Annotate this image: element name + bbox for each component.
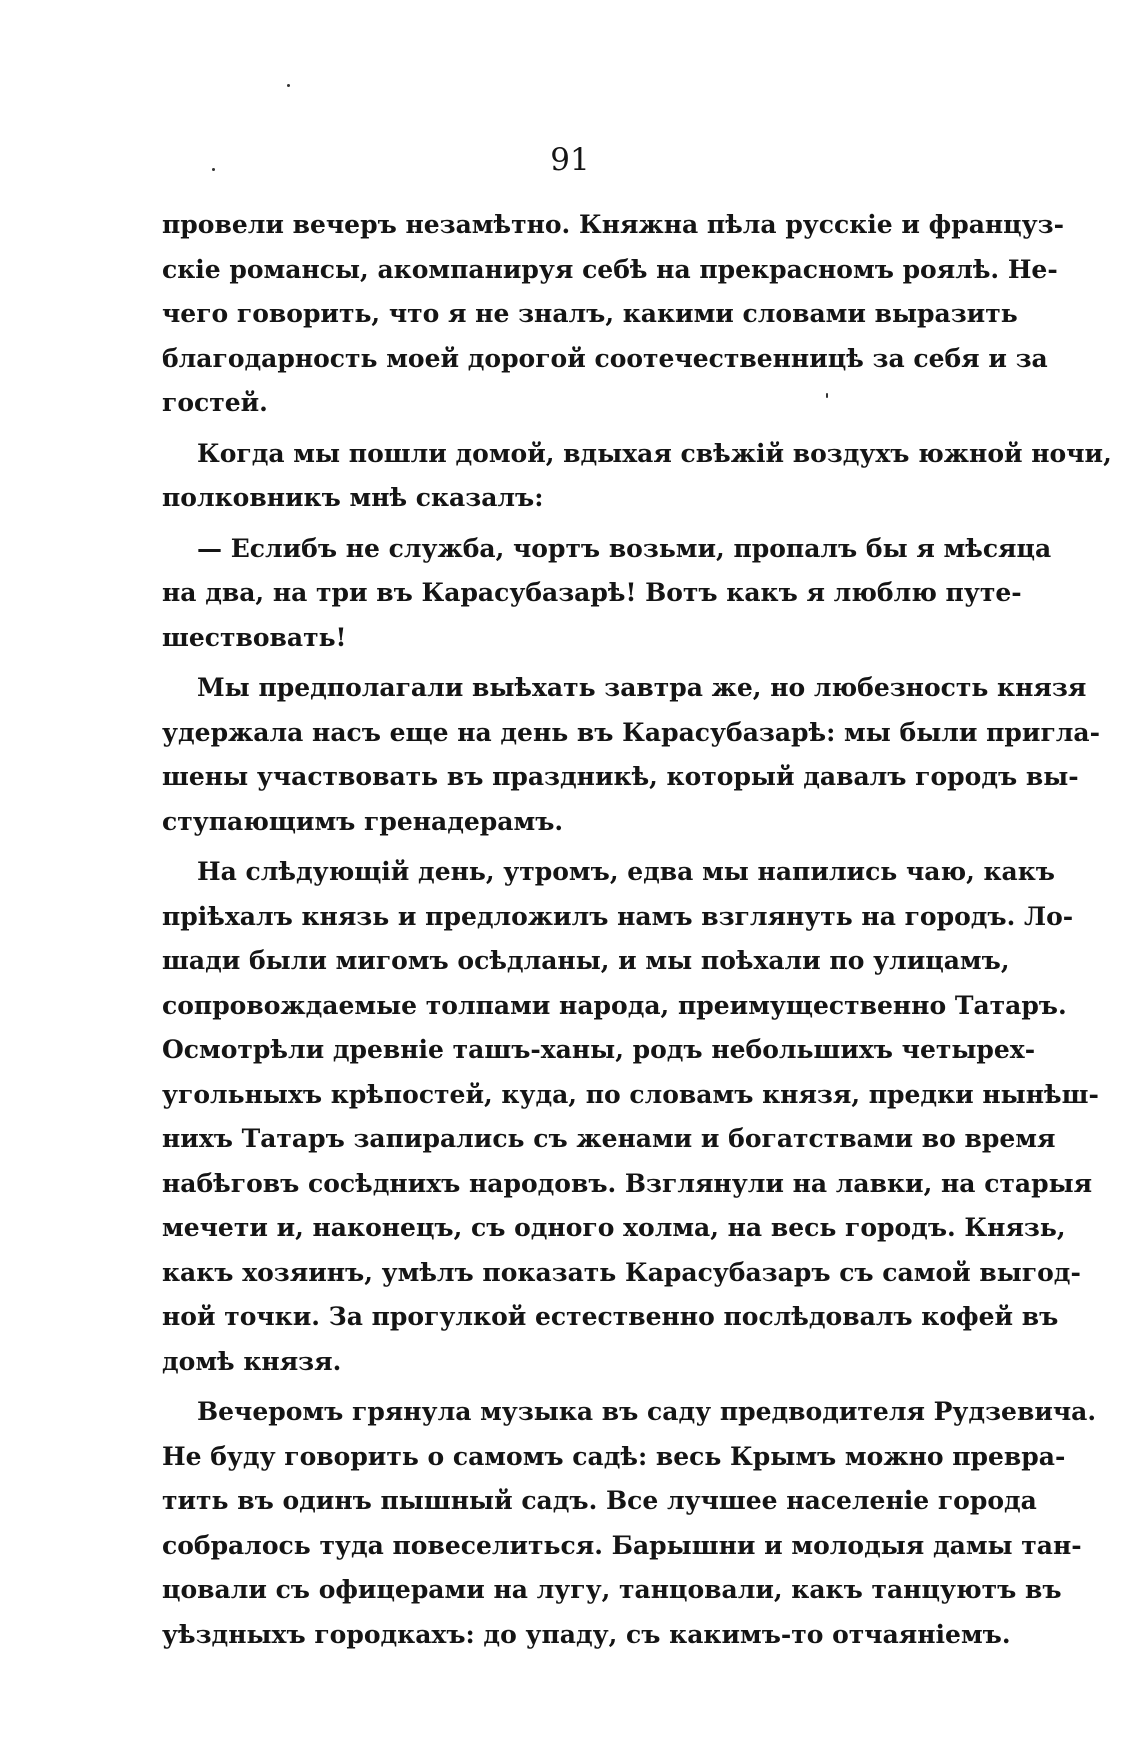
text-line: пріѣхалъ князь и предложилъ намъ взглянуть на городъ. Ло- <box>162 901 1074 931</box>
text-line: шествовать! <box>162 622 347 652</box>
print-speck <box>287 84 290 87</box>
text-line: скіе романсы, акомпанируя себѣ на прекрасномъ роялѣ. Не- <box>162 254 1058 284</box>
text-line: угольныхъ крѣпостей, куда, по словамъ князя, предки нынѣш- <box>162 1079 1099 1109</box>
paragraph-6 <box>162 1390 1097 1657</box>
text-line: чего говорить, что я не зналъ, какими словами выразить <box>162 299 1018 328</box>
text-line: собралось туда повеселиться. Барышни и молодыя дамы тан- <box>162 1530 1082 1560</box>
text-line: шены участвовать въ праздникѣ, который давалъ городъ вы- <box>162 762 1079 791</box>
text-line: нихъ Татаръ запирались съ женами и богатствами во время <box>162 1124 1056 1153</box>
text-line: Мы предполагали выѣхать завтра же, но любезность князя <box>197 673 1087 702</box>
text-line: набѣговъ сосѣднихъ народовъ. Взглянули на лавки, на старыя <box>162 1168 1093 1198</box>
paragraph-3 <box>162 527 1052 661</box>
paragraph-1 <box>162 203 1064 426</box>
text-line: гостей. <box>162 388 268 417</box>
text-line: цовали съ офицерами на лугу, танцовали, какъ танцуютъ въ <box>162 1575 1062 1604</box>
text-line: уѣздныхъ городкахъ: до упаду, съ какимъ-то отчаяніемъ. <box>162 1619 1011 1649</box>
text-line: — Еслибъ не служба, чортъ возьми, пропалъ бы я мѣсяца <box>197 533 1052 563</box>
text-line: какъ хозяинъ, умѣлъ показать Карасубазаръ съ самой выгод- <box>162 1257 1081 1287</box>
text-line: На слѣдующій день, утромъ, едва мы напились чаю, какъ <box>197 857 1055 886</box>
text-line: удержала насъ еще на день въ Карасубазарѣ: мы были пригла- <box>162 717 1100 747</box>
text-line: благодарность моей дорогой соотечественницѣ за себя и за <box>162 343 1048 373</box>
text-line: сопровождаемые толпами народа, преимущественно Татаръ. <box>162 990 1067 1020</box>
paragraph-4 <box>162 666 1100 844</box>
body-text <box>162 203 1112 1663</box>
page-number: 91 <box>550 142 590 178</box>
text-line: ступающимъ гренадерамъ. <box>162 806 564 836</box>
text-line: ной точки. За прогулкой естественно послѣдовалъ кофей въ <box>162 1302 1059 1331</box>
text-line: мечети и, наконецъ, съ одного холма, на весь городъ. Князь, <box>162 1213 1066 1242</box>
text-line: Вечеромъ грянула музыка въ саду предводителя Рудзевича. <box>197 1397 1097 1426</box>
paragraph-2 <box>162 432 1112 521</box>
text-line: Осмотрѣли древніе ташъ-ханы, родъ небольшихъ четырех- <box>162 1035 1036 1064</box>
text-line: тить въ одинъ пышный садъ. Все лучшее населеніе города <box>162 1486 1037 1515</box>
text-line: провели вечеръ незамѣтно. Княжна пѣла русскіе и француз- <box>162 210 1064 239</box>
text-line: Не буду говорить о самомъ садѣ: весь Крымъ можно преврa- <box>162 1441 1066 1471</box>
text-line: домѣ князя. <box>162 1346 342 1376</box>
text-line: Когда мы пошли домой, вдыхая свѣжій воздухъ южной ночи, <box>197 438 1112 468</box>
paragraph-5 <box>162 850 1099 1384</box>
text-line: полковникъ мнѣ сказалъ: <box>162 483 544 512</box>
text-line: шади были мигомъ осѣдланы, и мы поѣхали по улицамъ, <box>162 946 1010 975</box>
text-line: на два, на три въ Карасубазарѣ! Вотъ какъ я люблю путе- <box>162 578 1022 607</box>
